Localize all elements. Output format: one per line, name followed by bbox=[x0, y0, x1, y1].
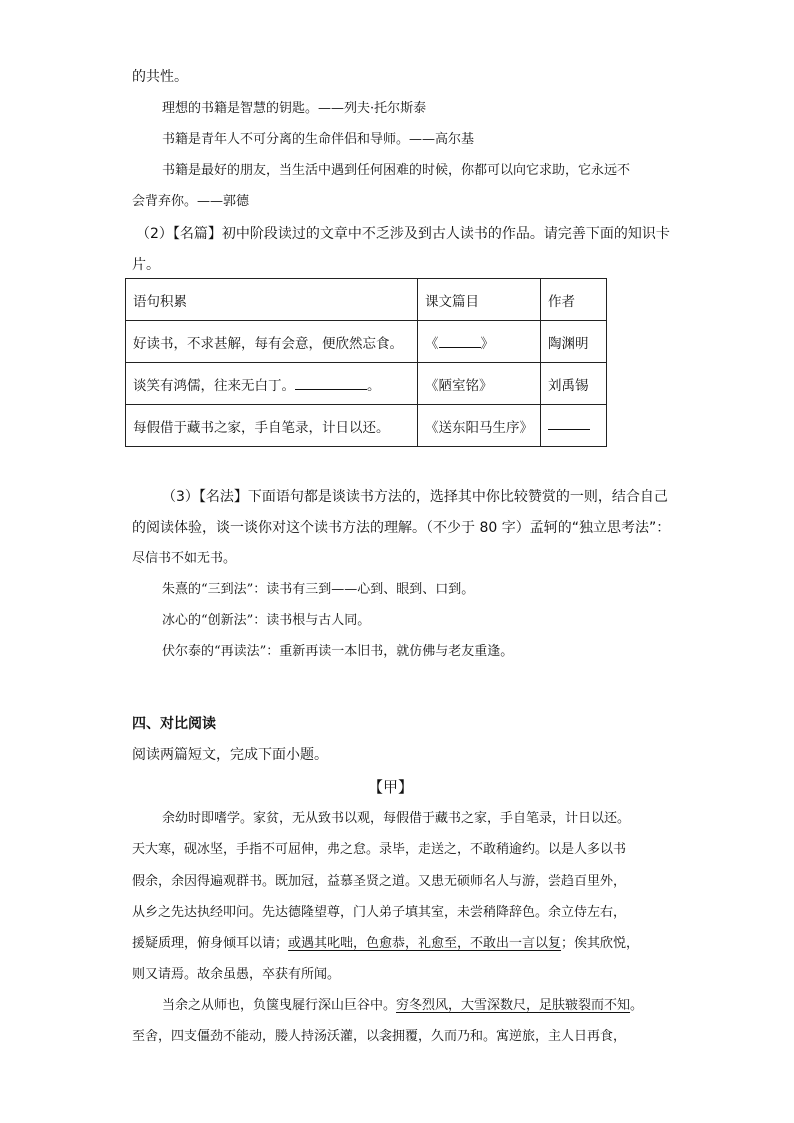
intro-text: 的共性。 bbox=[132, 69, 188, 85]
method-bingxin: 冰心的“创新法”：读书根与古人同。 bbox=[162, 613, 371, 628]
question-2-line2: 片。 bbox=[132, 257, 160, 273]
underlined-sentence: 或遇其叱咄，色愈恭，礼愈至，不敢出一言以复 bbox=[288, 936, 562, 951]
table-row bbox=[126, 405, 607, 447]
cell-author bbox=[541, 405, 607, 447]
cell-title bbox=[418, 321, 541, 363]
question-3-line2: 的阅读体验，谈一谈你对这个读书方法的理解。（不少于 80 字）孟轲的“独立思考法”： bbox=[132, 520, 671, 536]
quote-gorky: 书籍是青年人不可分离的生命伴侣和导师。——高尔基 bbox=[162, 132, 475, 147]
author-blank[interactable] bbox=[548, 417, 590, 430]
title-close-mark: 》 bbox=[480, 335, 494, 352]
passage-line bbox=[132, 935, 639, 953]
passage-line: 从乡之先达执经叩问。先达德隆望尊，门人弟子填其室，未尝稍降辞色。余立侍左右， bbox=[132, 905, 627, 920]
section-4-instruction: 阅读两篇短文，完成下面小题。 bbox=[132, 747, 328, 763]
knowledge-card-table bbox=[125, 278, 607, 447]
header-author: 作者 bbox=[541, 279, 607, 321]
sentence-end-mark: 。 bbox=[367, 377, 381, 394]
table-header-row bbox=[126, 279, 607, 321]
header-title: 课文篇目 bbox=[418, 279, 541, 321]
table-row bbox=[126, 363, 607, 405]
passage-text: 。 bbox=[630, 998, 644, 1013]
quote-goethe-line1: 书籍是最好的朋友，当生活中遇到任何困难的时候，你都可以向它求助，它永远不 bbox=[162, 163, 631, 178]
question-2-line1: （2）【名篇】初中阶段读过的文章中不乏涉及到古人读书的作品。请完善下面的知识卡 bbox=[136, 226, 670, 242]
passage-line: 假余，余因得遍观群书。既加冠，益慕圣贤之道。又患无硕师名人与游，尝趋百里外， bbox=[132, 874, 627, 889]
quote-tolstoy: 理想的书籍是智慧的钥匙。——列夫·托尔斯泰 bbox=[162, 101, 427, 116]
sentence-blank[interactable] bbox=[295, 377, 367, 390]
method-zhuxi: 朱熹的“三到法”：读书有三到——心到、眼到、口到。 bbox=[162, 582, 475, 597]
question-3-line1: （3）【名法】下面语句都是谈读书方法的，选择其中你比较赞赏的一则，结合自己 bbox=[162, 489, 668, 505]
passage-line: 天大寒，砚冰坚，手指不可屈伸，弗之怠。录毕，走送之，不敢稍逾约。以是人多以书 bbox=[132, 842, 627, 857]
title-blank[interactable] bbox=[439, 335, 481, 348]
passage-text: 当余之从师也，负箧曳屣行深山巨谷中。 bbox=[162, 998, 397, 1013]
section-4-heading: 四、对比阅读 bbox=[132, 716, 216, 732]
passage-line: 至舍，四支僵劲不能动，媵人持汤沃灌，以衾拥覆，久而乃和。寓逆旅，主人日再食， bbox=[132, 1029, 627, 1044]
underlined-sentence: 穷冬烈风，大雪深数尺，足肤皲裂而不知 bbox=[396, 998, 631, 1013]
question-3-line3: 尽信书不如无书。 bbox=[132, 551, 237, 566]
passage-jia-label: 【甲】 bbox=[368, 778, 414, 796]
cell-title: 《陋室铭》 bbox=[418, 363, 541, 405]
title-open-mark: 《 bbox=[425, 335, 439, 352]
header-sentence: 语句积累 bbox=[126, 279, 418, 321]
quote-goethe-line2: 会背弃你。——郭德 bbox=[132, 194, 250, 209]
passage-line: 则又请焉。故余虽愚，卒获有所闻。 bbox=[132, 967, 341, 982]
cell-title: 《送东阳马生序》 bbox=[418, 405, 541, 447]
cell-author: 陶渊明 bbox=[541, 321, 607, 363]
table-row bbox=[126, 321, 607, 363]
sentence-text: 谈笑有鸿儒，往来无白丁。 bbox=[133, 377, 295, 394]
passage-line: 余幼时即嗜学。家贫，无从致书以观，每假借于藏书之家，手自笔录，计日以还。 bbox=[162, 811, 631, 826]
passage-text: ；俟其欣悦， bbox=[561, 936, 640, 951]
passage-text: 援疑质理，俯身倾耳以请； bbox=[132, 936, 289, 951]
cell-sentence: 每假借于藏书之家，手自笔录，计日以还。 bbox=[126, 405, 418, 447]
cell-sentence bbox=[126, 363, 418, 405]
cell-author: 刘禹锡 bbox=[541, 363, 607, 405]
method-voltaire: 伏尔泰的“再读法”：重新再读一本旧书，就仿佛与老友重逢。 bbox=[162, 644, 514, 659]
cell-sentence: 好读书，不求甚解，每有会意，便欣然忘食。 bbox=[126, 321, 418, 363]
passage-line bbox=[162, 997, 643, 1015]
